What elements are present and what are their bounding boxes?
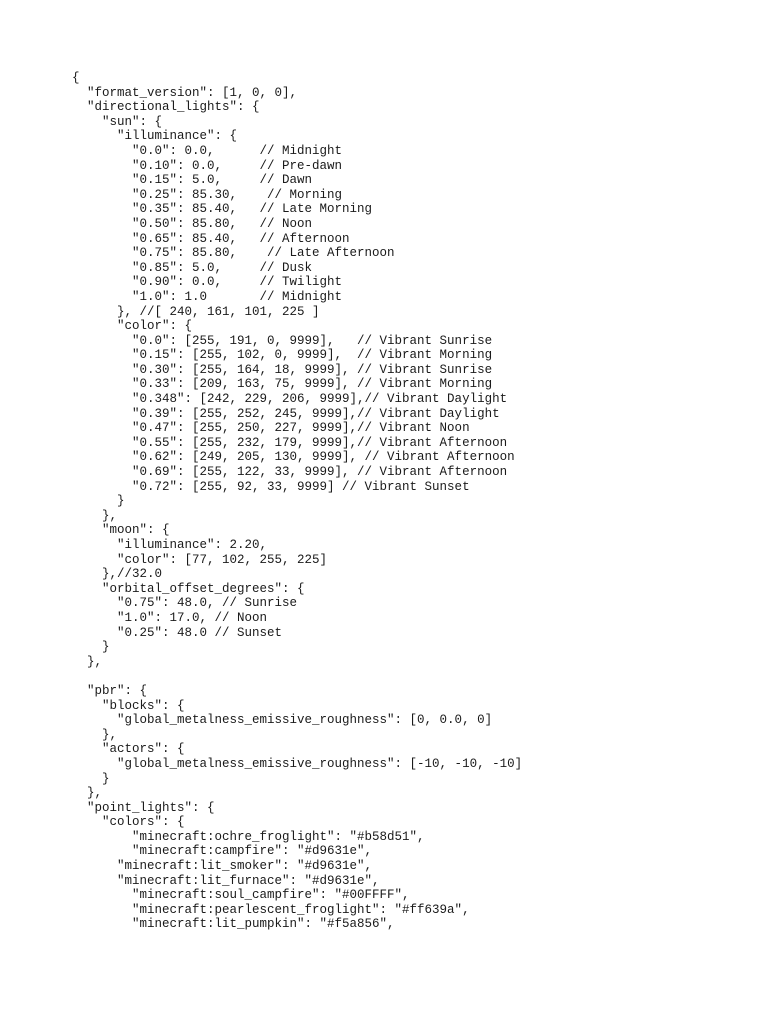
code-line: "0.35": 85.40, // Late Morning (72, 202, 373, 217)
code-line: }, (72, 786, 103, 801)
code-line: "blocks": { (72, 698, 185, 713)
code-line: "0.72": [255, 92, 33, 9999] // Vibrant Sunset (72, 479, 470, 494)
code-line: "0.47": [255, 250, 227, 9999],// Vibrant Noon (72, 421, 470, 436)
code-line: "0.348": [242, 229, 206, 9999],// Vibrant Daylight (72, 392, 508, 407)
code-line: "minecraft:ochre_froglight": "#b58d51", (72, 829, 425, 844)
code-line: "sun": { (72, 114, 163, 129)
code-line: "0.0": [255, 191, 0, 9999], // Vibrant Sunrise (72, 333, 493, 348)
code-line: "color": { (72, 319, 193, 334)
code-line: "minecraft:lit_smoker": "#d9631e", (72, 859, 373, 874)
code-line: "actors": { (72, 742, 185, 757)
code-line: "0.55": [255, 232, 179, 9999],// Vibrant Afternoon (72, 435, 508, 450)
code-line: "global_metalness_emissive_roughness": [-10, -10, -10] (72, 756, 523, 771)
code-line: "0.39": [255, 252, 245, 9999],// Vibrant Daylight (72, 406, 500, 421)
code-line: "0.90": 0.0, // Twilight (72, 275, 343, 290)
code-line: "orbital_offset_degrees": { (72, 581, 305, 596)
code-line: "0.75": 48.0, // Sunrise (72, 596, 298, 611)
code-line: "0.50": 85.80, // Noon (72, 216, 313, 231)
code-line (72, 669, 752, 684)
code-line: "colors": { (72, 815, 185, 830)
code-line: "color": [77, 102, 255, 225] (72, 552, 328, 567)
code-line: "minecraft:soul_campfire": "#00FFFF", (72, 888, 410, 903)
code-line: "0.62": [249, 205, 130, 9999], // Vibrant Afternoon (72, 450, 515, 465)
code-line: "0.25": 85.30, // Morning (72, 187, 343, 202)
code-line: "0.25": 48.0 // Sunset (72, 625, 283, 640)
code-line: } (72, 494, 125, 509)
code-line: "1.0": 1.0 // Midnight (72, 289, 343, 304)
code-line: }, //[ 240, 161, 101, 225 ] (72, 304, 320, 319)
code-line: "minecraft:campfire": "#d9631e", (72, 844, 373, 859)
code-line: { (72, 71, 80, 85)
code-line: "minecraft:lit_pumpkin": "#f5a856", (72, 917, 395, 932)
code-document (72, 71, 752, 932)
code-line: "0.33": [209, 163, 75, 9999], // Vibrant Morning (72, 377, 493, 392)
code-line: "0.75": 85.80, // Late Afternoon (72, 246, 395, 261)
code-line: "point_lights": { (72, 800, 215, 815)
code-line: "minecraft:pearlescent_froglight": "#ff639a", (72, 902, 470, 917)
code-line: },//32.0 (72, 567, 163, 582)
code-line: "format_version": [1, 0, 0], (72, 85, 298, 100)
code-line: }, (72, 727, 118, 742)
code-line: } (72, 771, 110, 786)
code-line: "0.85": 5.0, // Dusk (72, 260, 313, 275)
code-line: "0.0": 0.0, // Midnight (72, 143, 343, 158)
code-line: "pbr": { (72, 683, 148, 698)
code-line: "minecraft:lit_furnace": "#d9631e", (72, 873, 380, 888)
code-line: "0.15": 5.0, // Dawn (72, 173, 313, 188)
code-line: "moon": { (72, 523, 170, 538)
code-line: "global_metalness_emissive_roughness": [0, 0.0, 0] (72, 713, 493, 728)
code-line: "directional_lights": { (72, 100, 260, 115)
code-line: "illuminance": 2.20, (72, 538, 268, 552)
code-line: "1.0": 17.0, // Noon (72, 610, 268, 625)
code-line: "0.15": [255, 102, 0, 9999], // Vibrant Morning (72, 348, 493, 363)
code-line: }, (72, 654, 103, 669)
code-line: } (72, 640, 110, 655)
code-line: "illuminance": { (72, 129, 238, 144)
code-line: }, (72, 508, 118, 523)
code-line: "0.69": [255, 122, 33, 9999], // Vibrant Afternoon (72, 465, 508, 480)
code-line: "0.65": 85.40, // Afternoon (72, 231, 350, 246)
code-line: "0.30": [255, 164, 18, 9999], // Vibrant Sunrise (72, 362, 493, 377)
code-line: "0.10": 0.0, // Pre-dawn (72, 158, 343, 173)
